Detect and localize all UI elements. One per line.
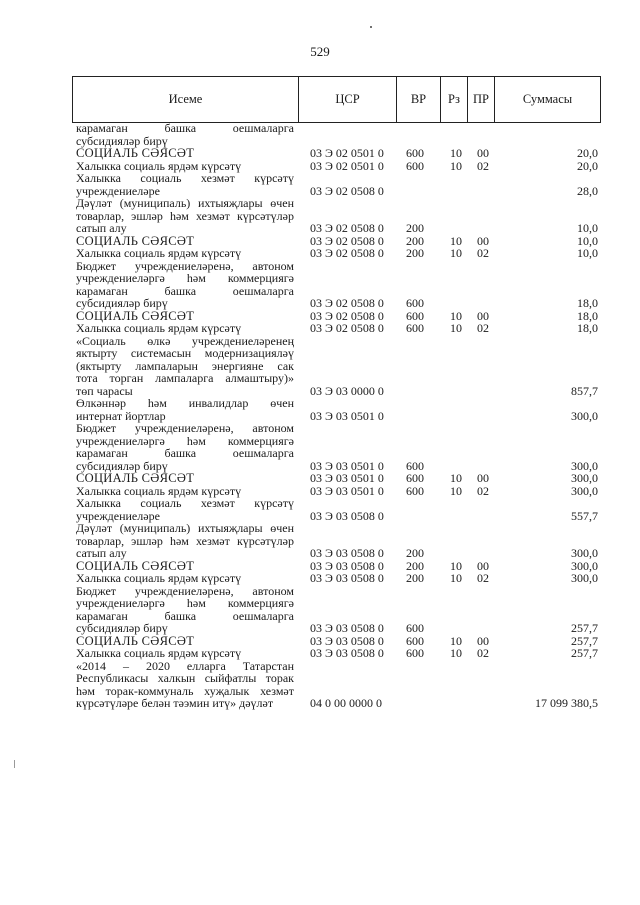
table-row (72, 247, 600, 260)
row-name-line: СОЦИАЛЬ СӘЯСӘТ (76, 308, 195, 323)
row-name-line: Халыкка социаль ярдәм күрсәтү (76, 646, 242, 660)
row-name-line: Халыкка социаль хезмәт күрсәтү (76, 171, 294, 185)
table-row (72, 497, 600, 522)
row-csr: 03 Э 03 0508 0 (310, 621, 384, 635)
table-row (72, 260, 600, 310)
row-rz: 10 (450, 233, 462, 248)
row-name-line: тота торган лампаларга алмаштыру)» (76, 371, 294, 385)
row-csr: 03 Э 02 0508 0 (310, 246, 384, 260)
row-pr: 02 (477, 571, 489, 585)
row-pr: 02 (477, 646, 489, 660)
row-vr: 600 (406, 458, 424, 473)
row-name-line: сатып алу (76, 221, 127, 235)
row-name-line: СОЦИАЛЬ СӘЯСӘТ (76, 233, 195, 248)
row-rz: 10 (450, 483, 462, 498)
row-rz: 10 (450, 146, 462, 160)
row-vr: 200 (406, 233, 424, 248)
row-pr: 00 (477, 471, 489, 485)
row-csr: 03 Э 03 0508 0 (310, 646, 384, 660)
row-rz: 10 (450, 158, 462, 173)
row-name-line: карамаган башка оешмаларга (76, 121, 294, 135)
row-name-line: Халыкка социаль ярдәм күрсәтү (76, 158, 242, 173)
row-pr: 00 (477, 633, 489, 648)
row-csr: 03 Э 02 0508 0 (310, 183, 384, 198)
row-rz: 10 (450, 646, 462, 660)
page-number: 529 (310, 44, 330, 59)
row-sum: 10,0 (577, 246, 598, 260)
row-sum: 20,0 (577, 146, 598, 160)
row-name-line: Бюджет учреждениеләренә, автоном (76, 258, 294, 273)
row-name-line: Халыкка социаль ярдәм күрсәтү (76, 321, 242, 335)
row-pr: 02 (477, 246, 489, 260)
row-csr: 03 Э 03 0501 0 (310, 458, 384, 473)
row-sum: 300,0 (571, 408, 598, 423)
row-name-line: субсидияләр бирү (76, 621, 168, 635)
row-csr: 03 Э 03 0501 0 (310, 483, 384, 498)
row-sum: 28,0 (577, 183, 598, 198)
row-sum: 18,0 (577, 308, 598, 323)
row-csr: 03 Э 03 0508 0 (310, 571, 384, 585)
row-name-line: интернат йортлар (76, 408, 166, 423)
header-sum: Суммасы (495, 77, 601, 123)
row-csr: 03 Э 03 0508 0 (310, 546, 384, 560)
row-vr: 600 (406, 471, 424, 485)
row-csr: 03 Э 03 0501 0 (310, 408, 384, 423)
row-pr: 00 (477, 233, 489, 248)
row-name-line: учреждениеләргә һәм коммерциягә (76, 271, 294, 285)
row-name-line: Халыкка социаль ярдәм күрсәтү (76, 483, 242, 498)
table-row (72, 472, 600, 485)
table-row (72, 522, 600, 560)
row-name-line: Бюджет учреждениеләренә, автоном (76, 421, 294, 435)
row-csr: 03 Э 03 0508 0 (310, 508, 384, 523)
row-vr: 200 (406, 571, 424, 585)
row-csr: 03 Э 03 0501 0 (310, 471, 384, 485)
row-sum: 857,7 (571, 383, 598, 398)
row-vr: 600 (406, 158, 424, 173)
row-rz: 10 (450, 308, 462, 323)
table-row (72, 197, 600, 235)
row-csr: 03 Э 03 0508 0 (310, 633, 384, 648)
row-name-line: СОЦИАЛЬ СӘЯСӘТ (76, 146, 195, 160)
row-csr: 03 Э 03 0000 0 (310, 383, 384, 398)
table-row (72, 585, 600, 635)
table-row (72, 122, 600, 147)
row-name-line: Дәүләт (муниципаль) ихтыяҗлары өчен (76, 196, 294, 210)
row-vr: 200 (406, 546, 424, 560)
row-name-line: товарлар, эшләр һәм хезмәт күрсәтүләр (76, 208, 294, 223)
table-row (72, 647, 600, 660)
row-csr: 03 Э 03 0508 0 (310, 558, 384, 573)
row-pr: 02 (477, 158, 489, 173)
row-pr: 00 (477, 146, 489, 160)
row-name-line: һәм торак-коммуналь хуҗалык хезмәт (76, 683, 294, 698)
row-name-line: Халыкка социаль хезмәт күрсәтү (76, 496, 294, 510)
table-row (72, 422, 600, 472)
row-name-line: Бюджет учреждениеләренә, автоном (76, 583, 294, 598)
row-csr: 04 0 00 0000 0 (310, 696, 382, 710)
table-row (72, 660, 600, 710)
row-csr: 03 Э 02 0508 0 (310, 221, 384, 235)
row-csr: 03 Э 02 0508 0 (310, 233, 384, 248)
table-row (72, 147, 600, 160)
row-sum: 18,0 (577, 296, 598, 310)
row-vr: 600 (406, 296, 424, 310)
row-name-line: Республикасы халкын сыйфатлы торак (76, 671, 294, 685)
row-sum: 10,0 (577, 221, 598, 235)
row-sum: 300,0 (571, 483, 598, 498)
row-sum: 300,0 (571, 546, 598, 560)
row-name-line: СОЦИАЛЬ СӘЯСӘТ (76, 471, 195, 485)
row-name-line: (яктырту лампаларын энергияне сак (76, 358, 294, 373)
row-sum: 18,0 (577, 321, 598, 335)
row-sum: 257,7 (571, 646, 598, 660)
row-rz: 10 (450, 471, 462, 485)
row-vr: 600 (406, 146, 424, 160)
row-vr: 600 (406, 646, 424, 660)
table-row (72, 172, 600, 197)
table-row (72, 397, 600, 422)
row-name-line: Өлкәннәр һәм инвалидлар өчен (76, 396, 294, 410)
row-sum: 557,7 (571, 508, 598, 523)
row-name-line: учреждениеләргә һәм коммерциягә (76, 433, 294, 448)
row-vr: 200 (406, 558, 424, 573)
row-name-line: күрсәтүләре белән тәэмин итү» дәүләт (76, 696, 274, 710)
row-vr: 200 (406, 221, 424, 235)
row-rz: 10 (450, 321, 462, 335)
table-row (72, 335, 600, 398)
row-sum: 300,0 (571, 458, 598, 473)
row-name-line: яктырту системасын модернизацияләү (76, 346, 294, 360)
row-rz: 10 (450, 633, 462, 648)
row-name-line: сатып алу (76, 546, 127, 560)
row-pr: 00 (477, 308, 489, 323)
header-pr: ПР (468, 77, 495, 123)
row-name-line: Халыкка социаль ярдәм күрсәтү (76, 571, 242, 585)
header-name: Исеме (73, 77, 299, 123)
row-name-line: СОЦИАЛЬ СӘЯСӘТ (76, 558, 195, 573)
row-sum: 300,0 (571, 571, 598, 585)
row-sum: 300,0 (571, 558, 598, 573)
budget-table-body (72, 122, 600, 710)
row-vr: 600 (406, 483, 424, 498)
row-name-line: товарлар, эшләр һәм хезмәт күрсәтүләр (76, 533, 294, 548)
row-name-line: карамаган башка оешмаларга (76, 608, 294, 623)
row-name-line: карамаган башка оешмаларга (76, 446, 294, 460)
row-sum: 10,0 (577, 233, 598, 248)
row-csr: 03 Э 02 0501 0 (310, 146, 384, 160)
row-rz: 10 (450, 558, 462, 573)
row-name-line: төп чарасы (76, 383, 133, 398)
row-name-line: Дәүләт (муниципаль) ихтыяҗлары өчен (76, 521, 294, 535)
row-pr: 00 (477, 558, 489, 573)
row-pr: 02 (477, 483, 489, 498)
row-name-line: СОЦИАЛЬ СӘЯСӘТ (76, 633, 195, 648)
row-pr: 02 (477, 321, 489, 335)
row-rz: 10 (450, 571, 462, 585)
row-name-line: учреждениеләргә һәм коммерциягә (76, 596, 294, 610)
row-csr: 03 Э 02 0501 0 (310, 158, 384, 173)
row-vr: 600 (406, 308, 424, 323)
row-name-line: субсидияләр бирү (76, 133, 168, 148)
table-row (72, 572, 600, 585)
margin-mark (14, 760, 15, 768)
row-name-line: «Социаль өлкә учреждениеләренең (76, 333, 294, 348)
row-name-line: учреждениеләре (76, 183, 160, 198)
row-csr: 03 Э 02 0508 0 (310, 296, 384, 310)
header-csr: ЦСР (299, 77, 397, 123)
row-name-line: субсидияләр бирү (76, 458, 168, 473)
scan-speck (370, 26, 372, 28)
row-sum: 300,0 (571, 471, 598, 485)
row-name-line: Халыкка социаль ярдәм күрсәтү (76, 246, 242, 260)
row-sum: 20,0 (577, 158, 598, 173)
row-vr: 200 (406, 246, 424, 260)
row-vr: 600 (406, 321, 424, 335)
row-name-line: учреждениеләре (76, 508, 160, 523)
row-vr: 600 (406, 621, 424, 635)
header-rz: Рз (441, 77, 468, 123)
row-name-line: субсидияләр бирү (76, 296, 168, 310)
row-sum: 257,7 (571, 633, 598, 648)
header-vr: ВР (397, 77, 441, 123)
row-vr: 600 (406, 633, 424, 648)
row-sum: 257,7 (571, 621, 598, 635)
row-name-line: карамаган башка оешмаларга (76, 283, 294, 298)
row-csr: 03 Э 02 0508 0 (310, 308, 384, 323)
row-rz: 10 (450, 246, 462, 260)
budget-table-header (72, 76, 601, 123)
table-row (72, 322, 600, 335)
row-csr: 03 Э 02 0508 0 (310, 321, 384, 335)
row-name-line: «2014 – 2020 елларга Татарстан (76, 658, 294, 673)
row-sum: 17 099 380,5 (535, 696, 598, 710)
